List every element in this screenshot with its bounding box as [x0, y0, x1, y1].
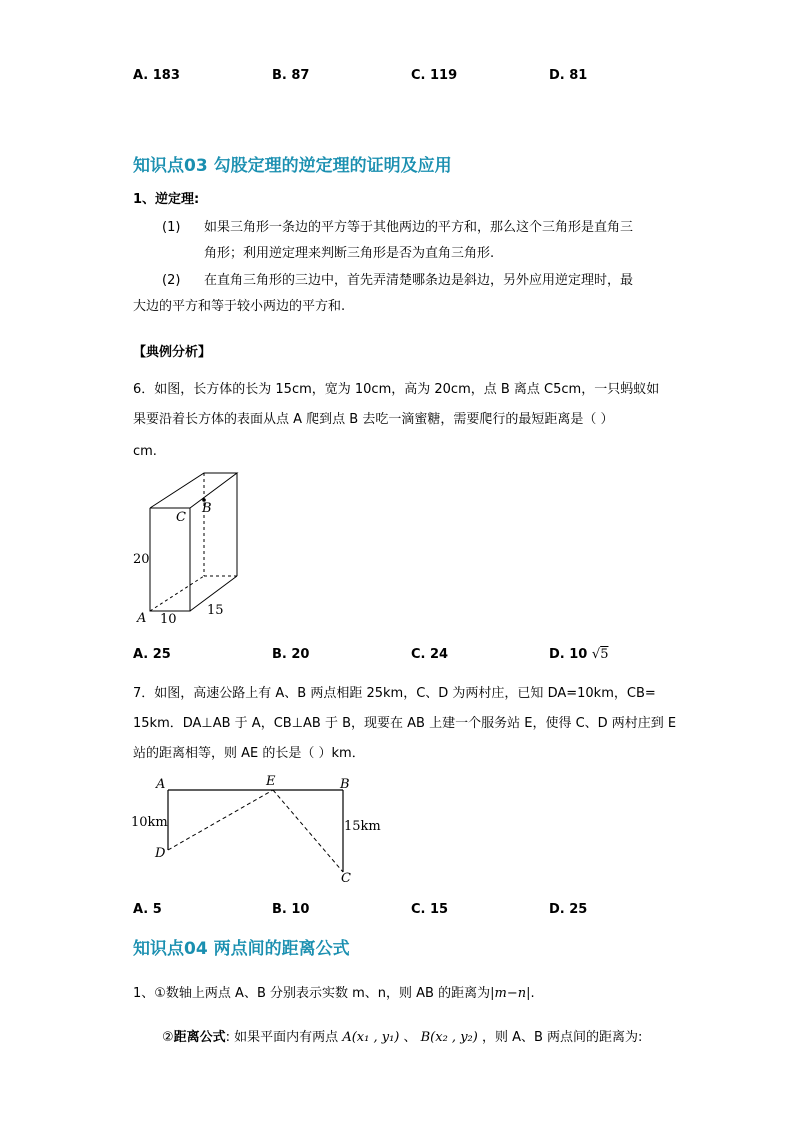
- point-b-expr: B(x₂ , y₂): [420, 1030, 478, 1045]
- q7-highway-figure: [160, 780, 360, 880]
- q6-option-c: C. 24: [411, 647, 449, 662]
- q5-option-b: B. 87: [272, 68, 310, 83]
- q7-label-c: C: [341, 871, 351, 886]
- q6-label-a: A: [137, 611, 147, 626]
- section4-line2-sep: 、: [399, 1030, 421, 1045]
- q6-option-d-radicand: 5: [600, 647, 609, 662]
- q7-option-b: B. 10: [272, 902, 310, 917]
- q5-option-c: C. 119: [411, 68, 458, 83]
- section4-line1: [133, 985, 535, 1003]
- q6-option-d: [549, 647, 608, 662]
- q5-option-d: D. 81: [549, 68, 588, 83]
- q7-line1: 7．如图，高速公路上有 A、B 两点相距 25km，C、D 为两村庄，已知 DA=10km，CB=: [133, 686, 656, 701]
- q7-label-e: E: [266, 774, 276, 789]
- q6-line3: cm.: [133, 444, 157, 459]
- section3-p1-line1: 如果三角形一条边的平方等于其他两边的平方和，那么这个三角形是直角三: [204, 220, 634, 235]
- q7-label-15km: 15km: [344, 819, 381, 834]
- q6-line2: 果要沿着长方体的表面从点 A 爬到点 B 去吃一滴蜜糖，需要爬行的最短距离是（ ）: [133, 412, 614, 427]
- q7-option-d: D. 25: [549, 902, 588, 917]
- section3-title: 知识点03 勾股定理的逆定理的证明及应用: [133, 156, 452, 176]
- q7-line2: 15km．DA⊥AB 于 A，CB⊥AB 于 B，现要在 AB 上建一个服务站 E，使得 C、D 两村庄到 E: [133, 716, 677, 731]
- section3-p1-num: (1): [162, 220, 181, 235]
- section3-p1-line2: 角形；利用逆定理来判断三角形是否为直角三角形.: [204, 246, 495, 261]
- q7-label-a: A: [156, 777, 166, 792]
- q6-label-c: C: [176, 510, 186, 525]
- point-a-expr: A(x₁ , y₁): [342, 1030, 400, 1045]
- q6-line1: 6．如图，长方体的长为 15cm，宽为 10cm，高为 20cm，点 B 离点 C5cm，一只蚂蚁如: [133, 382, 660, 397]
- q7-line3: 站的距离相等，则 AE 的长是（ ）km．: [133, 746, 365, 761]
- q6-option-a: A. 25: [133, 647, 171, 662]
- q5-option-a: A. 183: [133, 68, 180, 83]
- section4-line1-prefix: 1、①数轴上两点 A、B 分别表示实数 m、n，则 AB 的距离为: [133, 986, 491, 1001]
- distance-formula-label: 距离公式: [173, 1030, 226, 1045]
- section4-line1-suffix: .: [530, 986, 535, 1001]
- q7-option-a: A. 5: [133, 902, 162, 917]
- section4-title: 知识点04 两点间的距离公式: [133, 939, 350, 959]
- q6-label-20: 20: [133, 552, 150, 567]
- q6-option-d-text: D. 10: [549, 647, 588, 662]
- q7-label-d: D: [155, 846, 166, 861]
- section4-line2: [162, 1029, 642, 1047]
- sqrt-icon: √: [591, 647, 601, 662]
- section4-abs-expr: |m−n|: [490, 986, 531, 1001]
- q6-label-10: 10: [160, 612, 177, 627]
- section4-line2-text1: : 如果平面内有两点: [225, 1030, 343, 1045]
- section3-p2-line1: 在直角三角形的三边中，首先弄清楚哪条边是斜边，另外应用逆定理时，最: [204, 273, 634, 288]
- q7-label-b: B: [340, 777, 350, 792]
- circle-two-icon: ②: [162, 1030, 174, 1045]
- section3-p2-line2: 大边的平方和等于较小两边的平方和.: [133, 299, 346, 314]
- q6-label-15: 15: [207, 603, 224, 618]
- example-analysis-label: 【典例分析】: [133, 345, 212, 360]
- section3-item-label: 1、逆定理:: [133, 192, 200, 207]
- section3-p2-num: (2): [162, 273, 181, 288]
- q6-box-figure: [128, 468, 253, 630]
- q7-option-c: C. 15: [411, 902, 449, 917]
- section4-line2-text2: ，则 A、B 两点间的距离为:: [477, 1030, 643, 1045]
- q6-label-b: B: [202, 501, 212, 516]
- q7-label-10km: 10km: [131, 815, 168, 830]
- q6-option-b: B. 20: [272, 647, 310, 662]
